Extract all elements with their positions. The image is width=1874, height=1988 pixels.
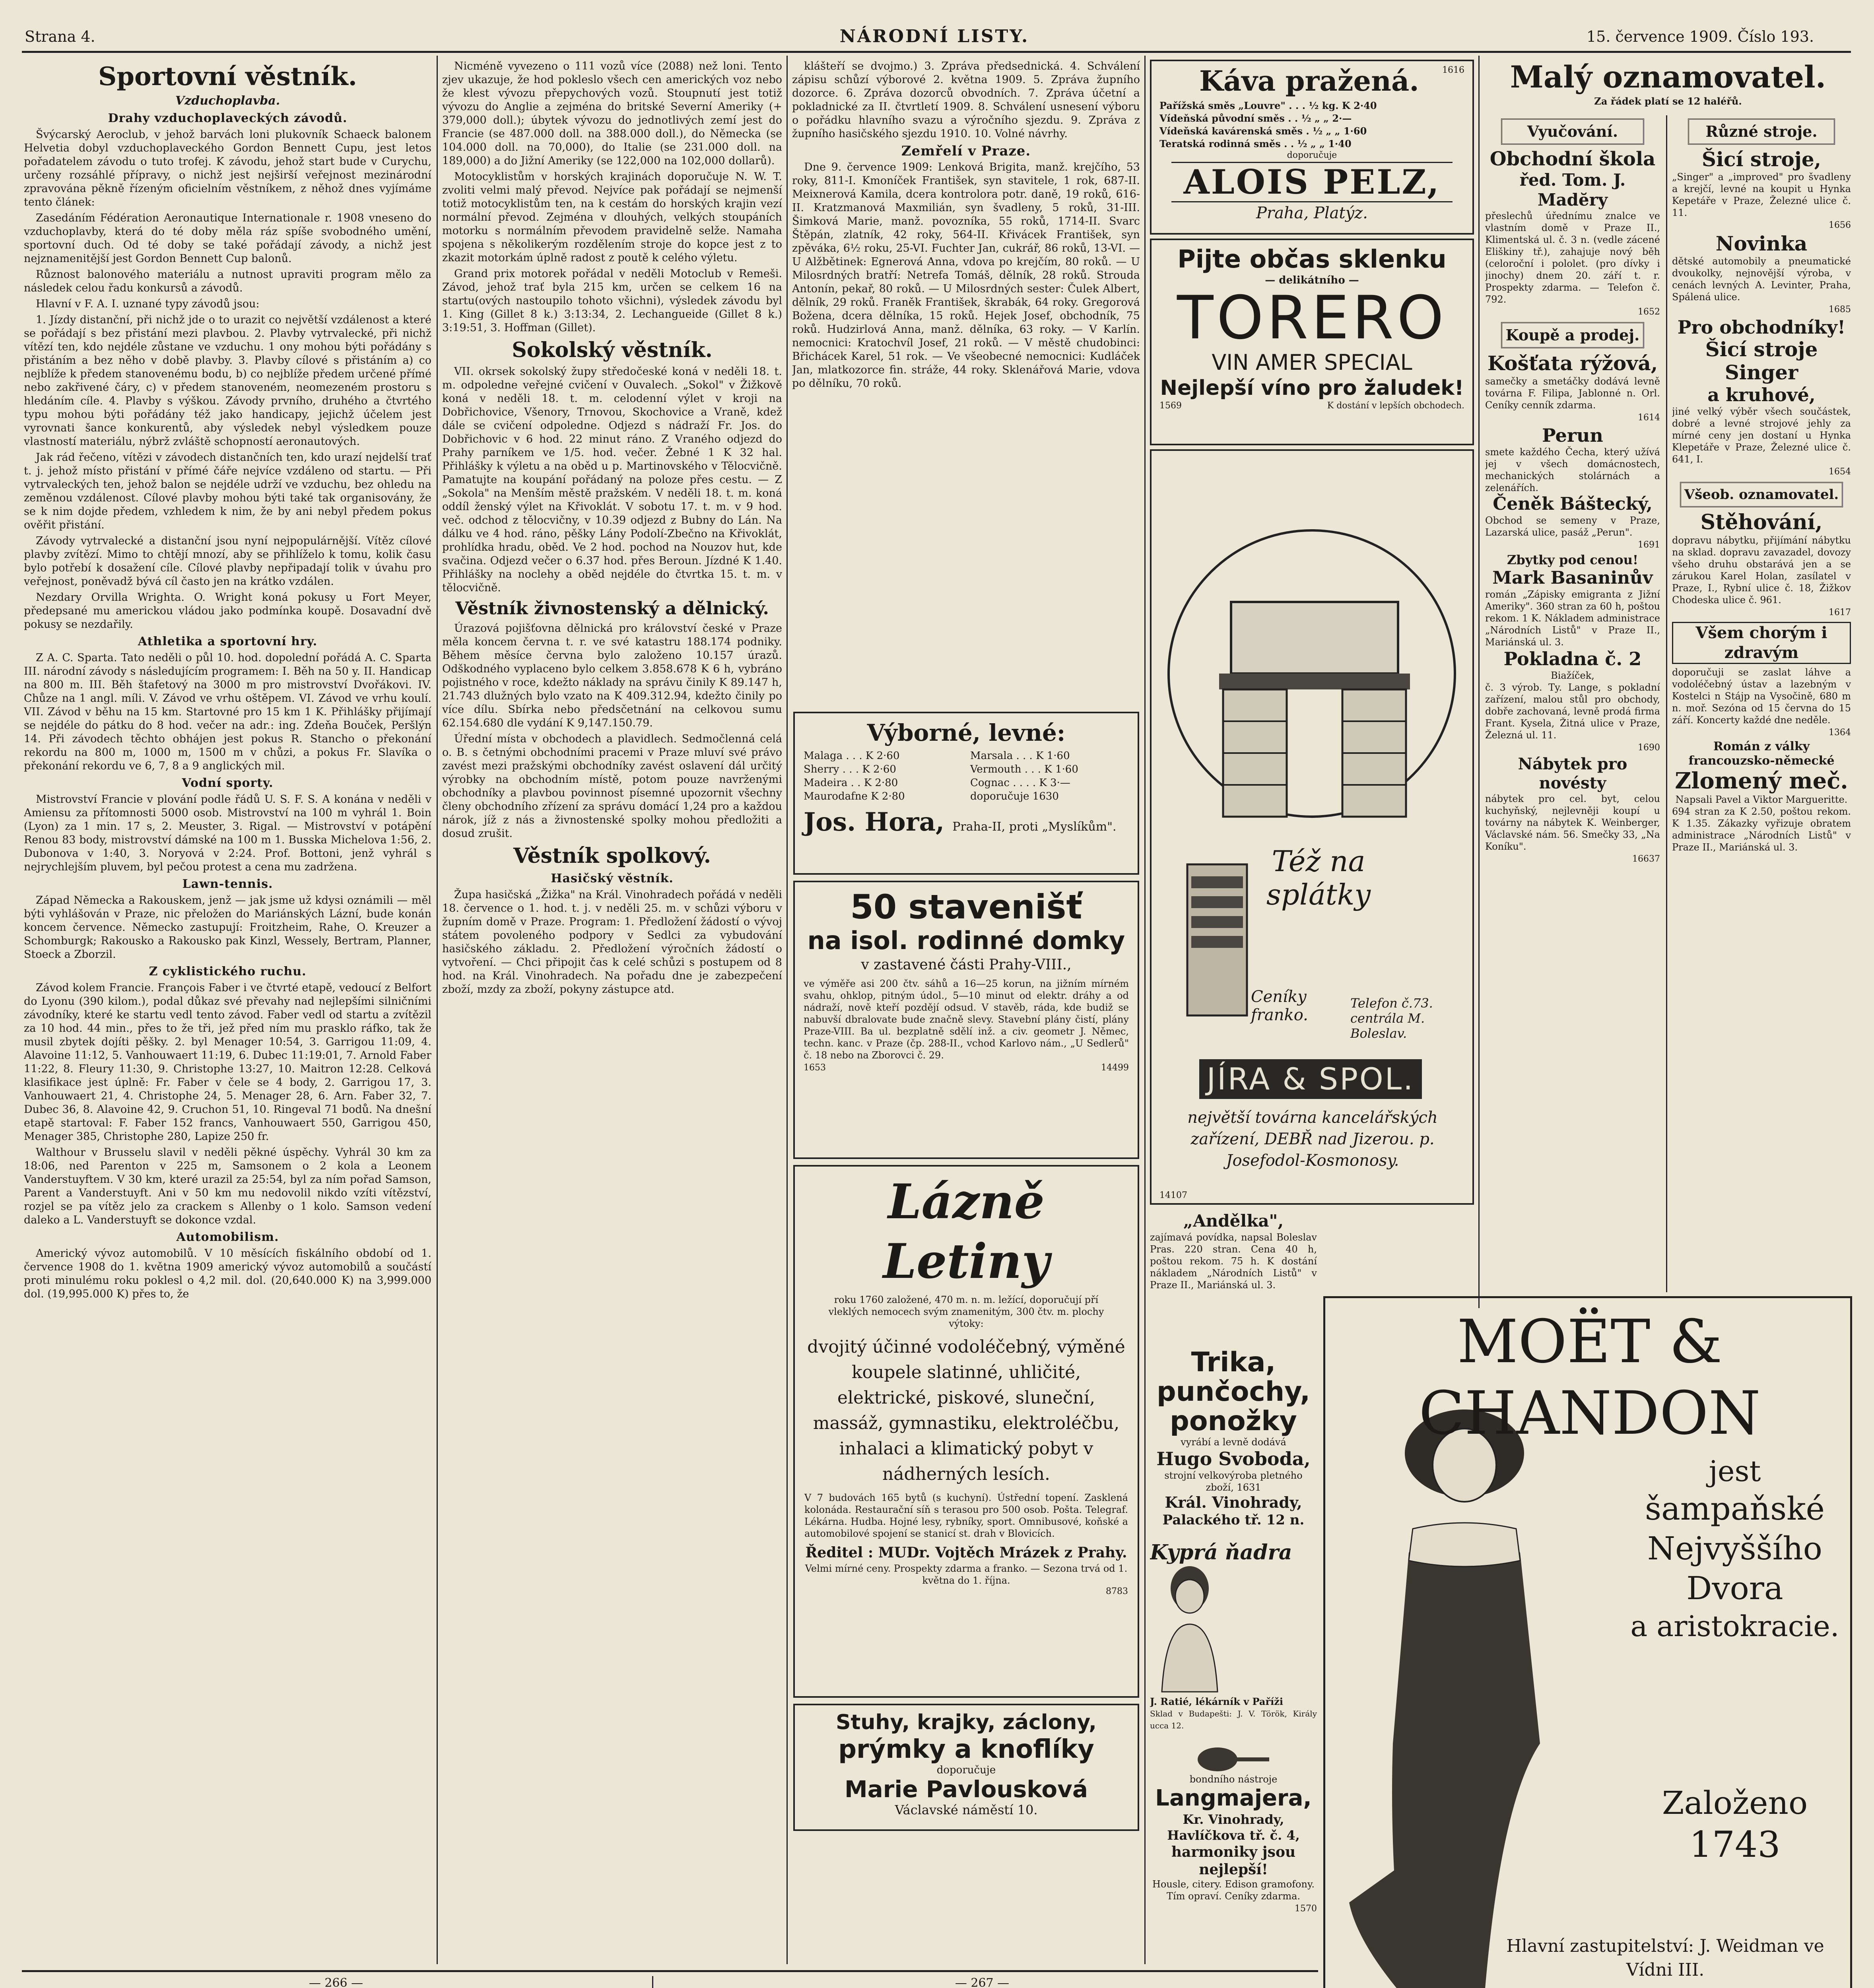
advertiser-address: Praha-II, proti „Myslíkům". <box>952 820 1117 834</box>
advert-text: — delikátního — <box>1265 274 1359 286</box>
advert-number: 1569 <box>1159 401 1182 411</box>
classifieds-subtitle: Za řádek platí se 12 haléřů. <box>1594 95 1742 107</box>
advert-title: 50 stavenišť <box>850 887 1082 926</box>
article-paragraph: klášteří se dvojmo.) 3. Zpráva předsednická. 4. Schválení zápisu schůzí výborové 2. května 1909. 5. Zpráva župního dozorce. 6. Zpráva dozorců obvodních. 7. Zpráva účetní a pokladnické za II. čtvrtletí 1909. 8. Schválení usnesení výboru o pořádku hlavního svazu a výročního sjezdu. 9. Zpráva z župního hasičského sjezdu 1910. 10. Volné návrhy. <box>792 60 1140 140</box>
advertiser-name: Langmajera, <box>1155 1785 1312 1811</box>
advert-number: 1654 <box>1829 467 1851 477</box>
classified-heading: Zlomený meč. <box>1675 768 1848 794</box>
sport-subheading: Z cyklistického ruchu. <box>149 965 307 978</box>
classified-heading: a kruhové, <box>1707 384 1816 406</box>
advert-text: Ceníky franko. <box>1251 988 1308 1024</box>
andelka-advert <box>1150 1211 1317 1342</box>
article-paragraph: VII. okrsek sokolský župy středočeské koná v neděli 18. t. m. odpoledne veřejné cvičení v Ouvalech. „Sokol" v Žižkově koná v neděli 18. t. m. celodenní výlet v kroji na Dobřichovice, Všenory, Trnovou, Skochovice a Vraně, kdež dále se cvičení odpoledne. Odjezd s nádraží Fr. Jos. do Dobřichovic v 6 hod. 22 minut ráno. Z Vraného odjezd do Prahy parníkem ve 1/5. hod. večer. Žebné 1 K 32 hal. Přihlášky k výletu a na oběd u p. Martinovského v Tělocvičně. Pamatujte na koupání pořádaný na poloze přes cestu. — Z „Sokola" na Menším městě pražském. V neděli 18. t. m. koná oddíl ženský výlet na Křivoklát. V sobotu 17. t. m. v 9 hod. več. odchod z tělocvičny, v 10.39 odjezd z Bubny do Lán. Na dálku ve 4 hod. ráno, pěšky Lány Podolí-Zbečno na Křivoklát, prohlídka hradu, oběd. Ve 2 hod. pochod na Nouzov hut, kde svačina. Odjezd večer o 6.37 hod. přes Beroun. Jízdné K 1.40. Přihlášky na noclehy a oběd nejdéle do čtvrtka 15. t. m. v tělocvičně. <box>442 365 782 594</box>
article-paragraph: Župa hasičská „Žižka" na Král. Vinohradech pořádá v neděli 18. července o 1. hod. t. j. v neděli 25. m. v schůzi výboru v župním domě v Praze. Program: 1. Předložení žádostí o vývoj státem povoleného podpory v Sedlci za vybudování hasičského základu. 2. Předložení výročních žádostí o vytvoření. — Chci připojit čas k celé schůzi s postupem od 8 hod. na Král. Vinohradech. Na pořadu dne je zabezpečení zboží, mzdy za zboží, pokyny zástupce atd. <box>442 889 782 996</box>
advertiser-address: Václavské náměstí 10. <box>895 1802 1038 1817</box>
advert-text: doporučuje <box>1287 150 1337 160</box>
classified-text: dopravu nábytku, přijímání nábytku na sklad. dopravu zavazadel, dovozy všeho druhu obstarává jen a se zárukou Karel Holan, zasílatel v Praze, I., Rybní ulice č. 18, Žižkov Chodeska ulice č. 961. <box>1672 535 1851 606</box>
classifieds-title: Malý oznamovatel. <box>1510 59 1826 95</box>
violin-icon <box>1194 1745 1273 1773</box>
advert-text: strojní velkovýroba pletného zboží, 1631 <box>1164 1470 1303 1493</box>
advert-subtitle: harmoniky jsou nejlepší! <box>1171 1844 1296 1878</box>
coffee-item: Vídeňská kavárenská směs . ½ „ „ 1·60 <box>1159 125 1367 137</box>
advert-title: Výborné, levné: <box>867 719 1066 746</box>
article-paragraph: Úřední místa v obchodech a plavidlech. Sedmočlenná celá o. B. s četnými obchodními pracemi v Praze mluví své právo zavést mezi pražskými obchodníky zavést oslavení dál určitý výrobky na obchodním místě, potom pouze navrženými obchodníky a plavbou povinnost písemné upozornit všechny členy obchodního zřízení za správu domácí 1,24 pro a každou nárok, jíž z nás a živnostenské spolky mohou předložiti a dosud zrušit. <box>442 733 782 840</box>
advert-number: 1685 <box>1829 305 1851 315</box>
header-rule <box>22 51 1851 53</box>
advert-number: 1570 <box>1295 1904 1317 1914</box>
wine-item: Malaga . . . K 2·60 <box>804 750 900 762</box>
office-furniture-advert <box>1150 449 1474 1205</box>
classified-text: Biažíček, <box>1551 670 1594 681</box>
advert-title: Kyprá ňadra <box>1150 1541 1292 1565</box>
advertiser-name: ALOIS PELZ, <box>1171 162 1453 202</box>
feuilleton-page-number: — 267 — <box>955 1976 1010 1988</box>
classified-text: č. 3 výrob. Ty. Lange, s pokladní zařízení, malou stůl pro obchody, dobře zachovaná, levně prodá firma Frant. Kysela, Žitná ulice v Praze, Železná ul. 11. <box>1485 682 1660 741</box>
sport-subheading: Hasičský věstník. <box>551 872 674 885</box>
sport-subheading: Athletika a sportovní hry. <box>138 635 318 648</box>
advert-number: 1656 <box>1829 220 1851 230</box>
classified-heading: Pokladna č. 2 <box>1503 648 1642 670</box>
advert-title: „Andělka", <box>1183 1211 1284 1231</box>
advert-text: největší továrna kancelářských zařízení, DEBŘ nad Jizerou. p. Josefodol-Kosmonosy. <box>1187 1109 1438 1170</box>
furniture-illustration <box>1152 451 1472 1047</box>
classified-text: 694 stran za K 2.50, poštou rekom. K 1.35. Zákazky vyřizuje obratem administrace „Národních Listů" v Praze II., Mariánská ul. 3. <box>1672 806 1851 853</box>
lady-illustration <box>1333 1386 1635 1988</box>
classified-heading: Román z války francouzsko-německé <box>1688 740 1835 768</box>
spa-advert <box>793 1165 1139 1698</box>
classified-heading: Obchodní škola <box>1489 148 1656 170</box>
classified-text: přeslechů úřednímu znalce ve vlastním domě v Praze II., Klimentská ul. č. 3 n. (vedle zácené Eliškiny tř.), zahajuje nový běh (celoroční i pololet. (pro dívky i jinochy) dnem 20. září t. r. Prospekty zdarma. — Telefon č. 792. <box>1485 210 1660 305</box>
advert-text: a aristokracie. <box>1630 1609 1839 1643</box>
advert-text: jest <box>1709 1454 1761 1488</box>
article-paragraph: Úrazová pojišťovna dělnická pro království české v Praze měla koncem června t. r. ve své katastru 188.174 podniky. Během měsíce června bylo založeno 10.157 úrazů. Odškodného vyplaceno bylo celkem 3.858.678 K 6 h, vybráno pojistného v roce, kdežto náklady na správu činily K 89.147 h, 21.743 dlužných bylo vzato na K 409.312.94, kdežto činily po více dílu. Sbírka nebo předsčetnání na celkovou sumu 62.154.680 dle vydání K 9,147.150.79. <box>442 622 782 729</box>
advert-number: 1364 <box>1829 728 1851 738</box>
advertiser-name: J. Ratié, lékárník v Paříži <box>1150 1696 1283 1707</box>
advert-number: 1616 <box>1442 65 1464 75</box>
coffee-item: Vídeňská původní směs . . ½ „ „ 2·— <box>1159 113 1352 124</box>
classified-heading: Novinka <box>1715 232 1808 255</box>
classified-category: Vyučování. <box>1501 118 1644 145</box>
advert-text: Hlavní zastupitelství: J. Weidman ve Vídni III. <box>1506 1936 1824 1980</box>
advert-number: 1690 <box>1638 743 1660 753</box>
wine-item: Sherry . . . K 2·60 <box>804 763 896 775</box>
advert-title: punčochy, <box>1156 1376 1311 1408</box>
classified-text: dětské automobily a pneumatické dvoukolky, nejnovější výroba, v cenách levných A. Levinter, Praha, Spálená ulice. <box>1672 256 1851 303</box>
article-paragraph: Různost balonového materiálu a nutnost upraviti program mělo za následek celou řadu konkursů a závodů. <box>24 268 431 294</box>
wine-item: Maurodafne K 2·80 <box>804 790 905 802</box>
coffee-item: Teratská rodinná směs . . ½ „ „ 1·40 <box>1159 138 1352 149</box>
wine-item: Vermouth . . . K 1·60 <box>970 763 1078 775</box>
article-paragraph: Z A. C. Sparta. Tato neděli o půl 10. hod. dopolední pořádá A. C. Sparta III. národní závody s následujícím programem: I. Běh na 50 y. II. Handicap na 800 m. III. Běh štafetový na 3000 m pro mistrovství Dvořákovi. IV. Chůze na 1 angl. míli. V. Závod ve vrhu oštěpem. VI. Závod ve vrhu koulí. VII. Závod v běhu na 15 km. Startovné pro 15 km 1 K. Přihlášky přijímají se nejdéle do pátku do 8 hod. večer na adr.: ing. Zdeňa Bouček, Peršlýn 14. Při závodech těchto obhájen jest pokus R. Stancho o překonání rekordu na 800 m, 1000 m, 1500 m v chůzi, a pokus Fr. Slavíka o překonání rekordu ve 6, 7, 8 a 9 anglických mil. <box>24 652 431 772</box>
advert-number: 1691 <box>1638 540 1660 550</box>
advert-number: 16637 <box>1632 854 1660 864</box>
advert-subtitle: Nejlepší víno pro žaludek! <box>1160 376 1464 400</box>
classified-heading: Nábytek pro novésty <box>1518 755 1627 792</box>
advert-number: 14107 <box>1159 1190 1187 1200</box>
advert-number: 1653 <box>804 1063 826 1073</box>
article-paragraph: Nezdary Orvilla Wrighta. O. Wright koná pokusy u Fort Meyer, předepsané mu americkou vládou jako podmínka koupě. Dosavadní dvě pokusy se nezdařily. <box>24 591 431 631</box>
feuilleton-rule <box>22 1970 1318 1972</box>
brand-name: JÍRA & SPOL. <box>1199 1059 1422 1099</box>
article-paragraph: Walthour v Brusselu slavil v neděli pěkné úspěchy. Vyhrál 30 km za 18:06, ned Parenton v 225 m, Samsonem o 2 kola a Leonem Vanderstuyftem. V 30 km, které urazil za 25:54, byl za ním pořad Samson, Parent a Vanderstuyft. Ani v 50 km mu nedovolil nikdo vzíti vítězství, rozjel se pa vítěz jelo za crackem s Allenby o 1 kolo. Samson vedení daleko a L. Vanderstuyft se dokonce vzdal. <box>24 1146 431 1226</box>
advert-subtitle: v zastavené části Prahy-VIII., <box>861 957 1072 973</box>
classified-text: doporučuji se zaslat láhve a vodoléčebný ústav a lazebným v Kostelci n Stájp na Vysočině, 680 m n. moř. Sezóna od 15 června do 15 září. Koncerty každé dne neděle. <box>1672 667 1851 726</box>
classified-text: samečky a smetáčky dodává levně továrna F. Filipa, Jablonné n. Orl. Ceníky cenník zdarma. <box>1485 376 1660 411</box>
advert-text: ve výměře asi 200 čtv. sáhů a 16—25 korun, na jižním mírném svahu, ohklop, pitným údol., 5—10 minut od elektr. dráhy a od nádraží, nově kteří pozdějí odsud. V stavěb, ráda, kde budiž se nabuvší dbralovate bude značně slevy. Stavební plány čistí, plány Praze-VIII. Ba ul. bezplatně sdělí inž. a civ. geometr J. Němec, techn. kanc. v Praze (čp. 288-II., vchod Karlovo nám., „U Sedlerů" č. 18 nebo na Zborovci č. 29. <box>804 978 1129 1061</box>
wine-item: doporučuje 1630 <box>970 790 1059 802</box>
feuilleton-page-number: — 266 — <box>309 1976 363 1988</box>
advert-text: V 7 budovách 165 bytů (s kuchyní). Ústřední topení. Zasklená kolonáda. Restaurační síň s terasou pro 500 osob. Pošta. Telegraf. Lékárna. Hudba. Hojné lesy, rybníky, sport. Omnibusové, koňské a automobilové spojení se stanicí st. drah v Blovicích. <box>804 1492 1128 1539</box>
advert-text: Telefon č.73. centrála M. Boleslav. <box>1350 996 1433 1041</box>
column-rule <box>1144 56 1146 1964</box>
advert-subtitle: VIN AMER SPECIAL <box>1212 350 1412 375</box>
advert-text: doporučuje <box>936 1764 996 1776</box>
bust-advert <box>1150 1541 1317 1740</box>
advert-title: Lázně Letiny <box>883 1174 1050 1289</box>
founding-year: 1743 <box>1689 1824 1781 1866</box>
classified-category: Různé stroje. <box>1688 118 1835 145</box>
classified-heading: řed. Tom. J. Madĕry <box>1519 170 1626 210</box>
article-paragraph: Zasedáním Fédération Aeronautique Internationale r. 1908 vneseno do vzduchoplavby, která do té doby měla ráz spíše svobodného umění, sportovní duch. Od té doby se také pořádají závody, a nichž jest nejznamenitější jest Gordon Bennett Cup balonů. <box>24 212 431 265</box>
column-rule <box>1478 56 1480 1308</box>
classifieds-right <box>1672 115 1851 1292</box>
article-paragraph: Mistrovství Francie v plování podle řádů U. S. F. S. A konána v neděli v Amiensu za přítomnosti 5000 osob. Mistrovství na 100 m vyhrál 1. Boin (Lyon) za 1 min. 17 s, 2. Meuster, 3. Rigal. — Mistrovství v potápění Renou 83 body, mistrovství dámské na 100 m 1. Busska Michelova 1:56, 2. Dubonova v 1:40, 3. Noryová v 2:24. Prof. Bottoni, jenž vyhrál s nejrychlejším pluvem, byl pečou protest a cena mu zadržena. <box>24 793 431 873</box>
wine-item: Marsala . . . K 1·60 <box>970 750 1070 762</box>
advertiser-name: Hugo Svoboda, <box>1156 1448 1311 1470</box>
classified-heading: Šicí stroje Singer <box>1705 338 1818 384</box>
advert-text: šampaňské <box>1645 1490 1825 1527</box>
classified-text: jiné velký výběr všech součástek, dobré a levné strojové jehly za mírné ceny jen dostaní u Hynka Klepetáře v Praze, Železné ulice č. 641, I. <box>1672 406 1851 465</box>
classified-heading: Zbytky pod cenou! <box>1507 552 1638 567</box>
advertiser-name: Marie Pavlousková <box>844 1776 1088 1803</box>
article-paragraph: Závody vytrvalecké a distanční jsou nyní nejpopulárnější. Vítěz cílové plavby zvítězí. Mimo to chtějí mnozí, aby se přihlíželo k tomu, kolik času bylo potřebí k dosažení cíle. Cílové plavby nepřipadají tolik v úvahu pro veřejnost, poněvadž bývá cíl často jen na krátko vzdálen. <box>24 535 431 588</box>
article-paragraph: Grand prix motorek pořádal v neděli Motoclub v Remeši. Závod, jehož trať byla 215 km, určen se celkem 16 na startu(ových nastoupilo tohoto všichni), výsledek závodu byl 1. King (Gillet 8 k.) 3:13:34, 2. Lechangueide (Gillet 8 k.) 3:19:51, 3. Hoffman (Gillet). <box>442 268 782 334</box>
sport-subheading: Vzduchoplavba. <box>175 94 280 108</box>
classified-heading: Všem chorým i zdravým <box>1672 622 1851 664</box>
advert-text: Housle, citery. Edison gramofony. Tím opraví. Ceníky zdarma. <box>1152 1879 1315 1902</box>
column-rule <box>652 1976 653 1988</box>
wine-item: Madeira . . K 2·80 <box>804 777 898 789</box>
sport-subheading: Automobilism. <box>176 1230 279 1244</box>
coffee-item: Pařížská směs „Louvre" . . . ½ kg. K 2·40 <box>1159 100 1377 111</box>
article-paragraph: Závod kolem Francie. François Faber i ve čtvrté etapě, vedoucí z Belfort do Lyonu (390 kilom.), podal důkaz své převahy nad nejlepšími silničními závodníky, které ke startu vedl tento závod. Faber vedl od startu a zvítězil za 10 hod. 44 min., přes to že tři, jež před ním mu prasklo ráfko, tak že musil zbytek dojíti pěšky. 2. byl Menager 10:54, 3. Garrigou 11:09, 4. Alavoine 11:12, 5. Vanhouwaert 11:19, 6. Dubec 11:19:01, 7. Arnold Faber 11:22, 8. Fleury 11:30, 9. Christophe 13:27, 10. Maitron 12:28. Celková klasifikace jest úplně: Fr. Faber v čele se 4 body, 2. Garrigou 17, 3. Vanhouwaert 21, 4. Christophe 24, 5. Menager 28, 6. Arn. Faber 32, 7. Dubec 36, 8. Alavoine 42, 9. Cruchon 51, 10. Ringeval 71 bodů. Na dnešní etapě startoval: F. Faber 152 francs, Vanhouwaert 550, Garrigou 450, Menager 385, Christophe 280, Lapize 250 fr. <box>24 982 431 1143</box>
sport-title: Sportovní věstník. <box>98 62 357 91</box>
ribbons-advert <box>793 1704 1139 1831</box>
classified-heading: Perun <box>1542 425 1603 446</box>
article-paragraph: Motocyklistům v horských krajinách doporučuje N. W. T. zvoliti velmi malý převod. Nejvíce pak pořádají se nejmenší totiž motocyklistům ten, na k cestám do horských krajin vezí normální převod. Zejména v dlouhých, velkých stoupáních motorku s normálním převodem pravidelně selže. Namaha spojena s několikerým rozdělením stroje do kopce jest z to zkazit motorkám úplně radost z poutě k celého výletu. <box>442 171 782 264</box>
classified-category: Všeob. oznamovatel. <box>1680 482 1843 507</box>
classified-text: román „Zápisky emigranta z Jižní Ameriky". 360 stran za 60 h, poštou rekom. 1 K. Nákladem administrace „Národních Listů" v Praze II., Mariánská ul. 3. <box>1485 589 1660 648</box>
column-three <box>792 60 1140 704</box>
classified-heading: Košťata rýžová, <box>1487 351 1658 375</box>
advert-title: ponožky <box>1170 1406 1297 1437</box>
article-paragraph: Hlavní v F. A. I. uznané typy závodů jsou: <box>36 298 260 310</box>
champagne-advert <box>1323 1296 1852 1988</box>
advert-text: Dvora <box>1686 1570 1783 1607</box>
section-title: Věstník živnostenský a dělnický. <box>455 598 769 619</box>
advert-title: Trika, <box>1191 1348 1276 1378</box>
article-paragraph: 1. Jízdy distanční, při nichž jde o to urazit co největší vzdálenost a které se pořádají s bez přistání mezi plavbou. 2. Plavby vytrvalecké, při nichž vítězí ten, kdo nejdéle zůstane ve vzduchu. 1 ony mohou býti pořádány s přistáním a bez něho v době plavby. 3. Plavby cílové s přistáním a) co nejblíže k předem stanovenému bodu, b) co nejblíže předem určené přímé nebo zakřivené čáry, c) v předem stanoveném, neomezeném prostoru s hledáním cíle. 4. Plavby s výškou. Závody prvního, druhého a čtvrtého typu mohou býti pořádány též jako handicapy, jejichž účelem jest vyrovnati šance konkurentů, aby výsledek nebyl výsledkem pouze vlastností materiálu, nýbrž zvláště schopností aeronautových. <box>24 314 431 448</box>
advertiser-address: Sklad v Budapešti: J. V. Török, Király ucca 12. <box>1150 1709 1317 1730</box>
classified-text: „Singer" a „improved" pro švadleny a krejčí, levné na koupit u Hynka Kepetáře v Praze, Železné ulice č. 11. <box>1672 171 1851 218</box>
harmonica-advert <box>1150 1745 1317 1968</box>
hosiery-advert <box>1150 1348 1317 1535</box>
article-paragraph: Švýcarský Aeroclub, v jehož barvách loni plukovník Schaeck balonem Helvetia dobyl vzduchoplaveckého Gordon Bennett Cupu, jest letos pořadatelem závodu o tuto trofej. K závodu, jehož start bude v Curychu, určeny rozsáhlé přípravy, o nichž jest nejširší veřejnost mezinárodní zpravována pěkně řízeným oficielním věstníkem, z něhož dnes vyjímáme tento článek: <box>24 128 431 208</box>
classified-text: Napsali Pavel a Viktor Margueritte. <box>1675 794 1848 805</box>
classified-text: nábytek pro cel. byt, celou kuchyňský, nejlevněji koupí u továrny na nábytek K. Weinberger, Václavské nám. 56. Smečky 33, „Na Koníku". <box>1485 793 1660 852</box>
spa-treatments: dvojitý účinné vodoléčebný, výměné koupele slatinné, uhličité, elektrické, piskové, sluneční, massáž, gymnastiku, elektroléčbu, inhalaci a klimatický pobyt v nádherných lesích. <box>807 1337 1125 1484</box>
advert-text: vyrábí a levně dodává <box>1181 1437 1286 1448</box>
wine-advert <box>793 712 1139 875</box>
section-title: Sokolský věstník. <box>512 338 713 362</box>
building-plots-advert <box>793 881 1139 1159</box>
advert-text: Založeno <box>1662 1784 1808 1821</box>
advert-subtitle: na isol. rodinné domky <box>807 926 1125 955</box>
issue-date: 15. července 1909. Číslo 193. <box>1587 28 1814 45</box>
woman-illustration <box>1150 1565 1229 1696</box>
advertiser-address: Palackého tř. 12 n. <box>1162 1512 1305 1528</box>
advert-number: 14499 <box>1101 1063 1129 1073</box>
section-title: Věstník spolkový. <box>513 844 711 868</box>
advert-number: 8783 <box>1106 1586 1128 1596</box>
sport-subheading: Lawn-tennis. <box>182 877 273 891</box>
column-two <box>442 60 782 1960</box>
advertiser-address: Praha, Platýz. <box>1256 204 1368 222</box>
torero-advert <box>1150 239 1474 445</box>
advert-text: zajímavá povídka, napsal Boleslav Pras. 220 stran. Cena 40 h, poštou rekom. 75 h. K dostání nákladem „Národních Listů" v Praze II., Mariánská ul. 3. <box>1150 1232 1317 1291</box>
advertiser-name: Jos. Hora, <box>804 807 945 837</box>
advert-number: 1614 <box>1638 413 1660 423</box>
column-rule <box>437 56 438 1964</box>
advert-text: Velmi mírné ceny. Prospekty zdarma a franko. — Sezona trvá od 1. května do 1. října. <box>805 1563 1128 1586</box>
sport-subheading: Drahy vzduchoplaveckých závodů. <box>108 111 348 125</box>
advert-title: Pijte občas sklenku <box>1177 245 1447 274</box>
sport-subheading: Vodní sporty. <box>182 776 274 790</box>
article-paragraph: Dne 9. července 1909: Lenková Brigita, manž. krejčího, 53 roky, 811-I. Kmoníček František, syn stavitele, 1 rok, 687-II. Meixnerová Kamila, dcera kontrolora potr. daně, 19 roků, 616-II. Kratzmanová Maxmilián, syn švadleny, 5 roků, 31-III. Šimková Marie, manž. povozníka, 55 roků, 1714-II. Svarc Štěpán, zlatník, 42 roky, 564-II. Křivácek František, syn zpěváka, 6½ roku, 25-VI. Fuchter Jan, cukrář, 86 roků, 13-VI. — U Alžbětinek: Egnerová Anna, vdova po krejčím, 80 roků. — U Milosrdných bratří: Netrefa Tomáš, dělník, 28 roků. Strouda Antonín, pekař, 80 roků. — U Milosrdných sester: Čulek Albert, dělník, 29 roků. Franěk František, škrabák, 64 roky. Gregorová Božena, dcera dělníka, 15 roků. Hejek Josef, obchodník, 75 roků. Hudzirlová Anna, manž. dělníka, 63 roky. — V Karlín. nemocnici: Kratochvíl Josef, 21 roků. — V městě chudobinci: Břichácek Karel, 51 rok. — Ve všeobecné nemocnici: Kudláček Jan, mlatkozorce fin. stráže, 44 roky. Sklenářová Marie, vdova po dělníku, 70 roků. <box>792 161 1140 390</box>
classified-heading: Stěhování, <box>1700 510 1823 534</box>
classified-heading: Pro obchodníky! <box>1677 316 1846 338</box>
advert-title: Stuhy, krajky, záclony, <box>836 1710 1097 1734</box>
spa-director: Ředitel : MUDr. Vojtěch Mrázek z Prahy. <box>805 1544 1127 1561</box>
advert-title: Též na splátky <box>1266 845 1371 911</box>
advert-text: roku 1760 založené, 470 m. n. m. ležící, doporučují pří vleklých nemocech svým znamenitým, 300 čtv. m. plochy výtoky: <box>828 1294 1104 1329</box>
classified-text: smete každého Čecha, který užívá jej v všech domácnostech, mechanických stolárnách a zelenářích. <box>1485 447 1660 493</box>
advert-number: 1617 <box>1829 608 1851 617</box>
column-rule <box>786 56 788 1964</box>
advert-title: prýmky a knoflíky <box>838 1735 1094 1764</box>
brand-name: MOËT & CHANDON <box>1419 1307 1761 1448</box>
article-paragraph: Nicméně vyvezeno o 111 vozů více (2088) než loni. Tento zjev ukazuje, že hod pokleslo všech cen amerických voz nebo že klest vývozu přepychových vozů. Stoupnutí jest totiž vývozu do Anglie a zejména do britské Severní Ameriky (+ 379,000 doll.); úbytek vývozu do jednotlivých zemí jest do Francie (se 487.000 doll. na 388.000 doll.), do Německa (se 104.000 doll. na 70,000), do Italie (se 231.000 doll. na 189,000) a do Jižní Ameriky (se 122,000 na 102,000 dollarů). <box>442 60 782 167</box>
sport-column <box>24 60 431 1960</box>
article-paragraph: Americký vývoz automobilů. V 10 měsících fiskálního období od 1. července 1908 do 1. května 1909 americký vývoz automobilů a součástí proti minulému roku poklesl o 4,2 mil. dol. (20,640.000 K) na 3,999.000 dol. (19,995.000 K) přes to, že <box>24 1247 431 1300</box>
newspaper-title: NÁRODNÍ LISTY. <box>839 26 1029 47</box>
classified-category: Koupě a prodej. <box>1501 322 1644 348</box>
article-paragraph: Západ Německa a Rakouskem, jenž — jak jsme už kdysi oznámili — měl býti vyhlášován v Praze, nic přeložen do Mariánských Lázní, bude konán koncem července. Německo zastupují: Froitzheim, Rahe, O. Kreuzer a Schomburgk; Rakousko a Rakousko pak Kinzl, Wessely, Bertram, Planner, Stoeck a Zborzil. <box>24 894 431 961</box>
classifieds-left <box>1485 115 1660 1292</box>
classifieds-rule <box>1666 115 1667 1292</box>
advertiser-address: Král. Vinohrady, <box>1165 1493 1302 1511</box>
classified-heading: Šicí stroje, <box>1701 148 1822 171</box>
section-title: Zemřelí v Praze. <box>901 143 1031 159</box>
advert-number: 1652 <box>1638 307 1660 317</box>
coffee-advert <box>1150 60 1474 235</box>
advertiser-address: Kr. Vinohrady, Havlíčkova tř. č. 4, <box>1167 1812 1300 1843</box>
classified-text: Obchod se semeny v Praze, Lazarská ulice, pasáž „Perun". <box>1485 515 1660 538</box>
brand-name: TORERO <box>1177 283 1447 353</box>
advert-text: bondního nástroje <box>1189 1774 1278 1785</box>
advert-text: K dostání v lepších obchodech. <box>1327 401 1464 411</box>
article-paragraph: Jak rád řečeno, vítězi v závodech distančních ten, kdo urazí nejdelší trať t. j. jehož místo přistání v přímé čáře nejvíce vzdáleno od startu. — Při vytrvaleckých ten, jehož balon se nejdéle udrží ve vzduchu, bez ohledu na zeměnou vzdálenost. Cílové plavby mohou býti také tak organisovány, že se k nim dojde předem, vzhledem k nim, že by ani nebyl předem pokus ověřit přistání. <box>24 451 431 531</box>
classified-heading: Čeněk Báštecký, <box>1493 494 1653 514</box>
advert-text: Nejvyššího <box>1647 1530 1822 1567</box>
advert-title: Káva pražená. <box>1199 64 1419 97</box>
classified-heading: Mark Basaninův <box>1492 568 1653 588</box>
wine-item: Cognac . . . . K 3·— <box>970 777 1070 789</box>
page-number: Strana 4. <box>25 28 95 45</box>
